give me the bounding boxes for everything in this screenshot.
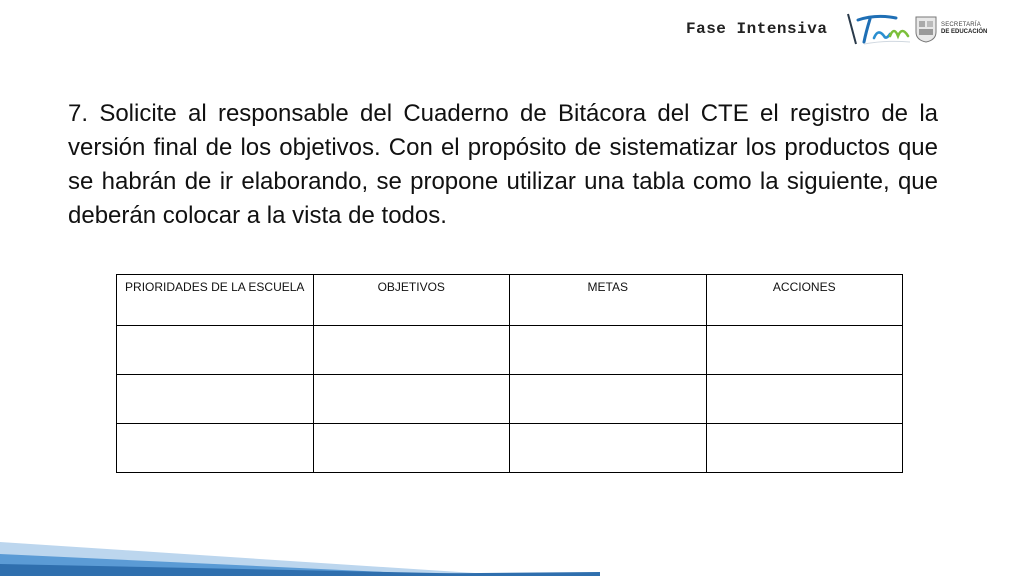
priorities-table (116, 274, 903, 473)
table-cell (117, 326, 314, 375)
table-header-row (117, 275, 903, 326)
header-metas: METAS (510, 275, 707, 326)
footer-decoration (0, 516, 1024, 576)
state-seal-icon (914, 14, 938, 44)
phase-label: Fase Intensiva (686, 20, 828, 38)
table-cell (117, 424, 314, 473)
table-row (117, 326, 903, 375)
header-objetivos: OBJETIVOS (313, 275, 510, 326)
instruction-paragraph: 7. Solicite al responsable del Cuaderno de Bitácora del CTE el registro de la versión final de los objetivos. Con el propósito de sistematizar los productos que se habrán de ir elaborando, se propone utilizar una tabla como la siguiente, que deberán colocar a la vista de todos. (68, 100, 938, 229)
table-cell (510, 326, 707, 375)
secretaria-logo-text: SECRETARÍA DE EDUCACIÓN (941, 22, 988, 35)
header-prioridades: PRIORIDADES DE LA ESCUELA (117, 275, 314, 326)
table-cell (706, 375, 903, 424)
table-cell (117, 375, 314, 424)
table-cell (510, 424, 707, 473)
table-cell (313, 326, 510, 375)
table-cell (706, 326, 903, 375)
table-cell (706, 424, 903, 473)
table-row (117, 424, 903, 473)
table-cell (510, 375, 707, 424)
header-acciones: ACCIONES (706, 275, 903, 326)
table-cell (313, 375, 510, 424)
table-cell (313, 424, 510, 473)
table-row (117, 375, 903, 424)
tamaulipas-logo-icon (846, 10, 916, 48)
